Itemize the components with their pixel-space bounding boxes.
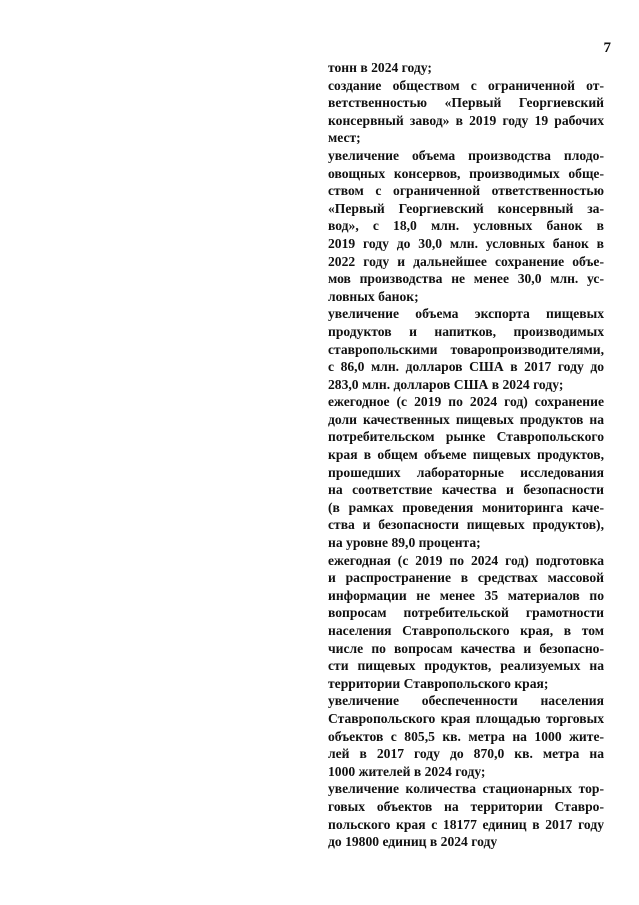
text-line: консервный завод» в 2019 году 19 рабочих [328, 112, 604, 128]
text-line: 1000 жителей в 2024 году; [328, 763, 486, 779]
text-line: ловных банок; [328, 288, 419, 304]
text-line: прошедших лабораторные исследования [328, 464, 604, 480]
text-line: польского края с 18177 единиц в 2017 году [328, 816, 604, 832]
text-line: говых объектов на территории Ставро- [328, 798, 604, 814]
text-line: на уровне 89,0 процента; [328, 535, 481, 551]
text-line: 283,0 млн. долларов США в 2024 году; [328, 376, 564, 392]
text-line: территории Ставропольского края; [328, 675, 549, 691]
text-line: продуктов и напитков, производимых [328, 323, 604, 339]
text-line: числе по вопросам качества и безопасно- [328, 640, 604, 656]
text-line: и распространение в средствах массовой [328, 570, 604, 586]
text-line: Ставропольского края площадью торговых [328, 710, 604, 726]
text-line: ежегодная (с 2019 по 2024 год) подготовка [328, 552, 604, 568]
text-line: (в рамках проведения мониторинга каче- [328, 499, 604, 515]
text-line: лей в 2017 году до 870,0 кв. метра на [328, 746, 604, 762]
text-line: мов производства не менее 30,0 млн. ус- [328, 271, 604, 287]
text-line: увеличение количества стационарных тор- [328, 781, 604, 797]
text-line: населения Ставропольского края, в том [328, 623, 604, 638]
document-text-column [328, 59, 604, 851]
text-line: 2022 году и дальнейшее сохранение объе- [328, 253, 604, 269]
text-line: объектов с 805,5 кв. метра на 1000 жите- [328, 728, 604, 744]
text-line: увеличение объема производства плодо- [328, 147, 604, 163]
text-line: потребительском рынке Ставропольского [328, 429, 604, 445]
text-line: 2019 году до 30,0 млн. условных банок в [328, 235, 604, 251]
text-line: вод», с 18,0 млн. условных банок в [328, 218, 604, 234]
text-line: ства и безопасности пищевых продуктов), [328, 517, 604, 533]
text-line: края в общем объеме пищевых продуктов, [328, 447, 604, 463]
text-line: тонн в 2024 году; [328, 60, 432, 75]
text-line: ставропольскими товаропроизводителями, [328, 341, 604, 357]
text-line: информации не менее 35 материалов по [328, 587, 604, 603]
text-line: «Первый Георгиевский консервный за- [328, 200, 604, 216]
text-line: ежегодное (с 2019 по 2024 год) сохранение [328, 394, 604, 410]
text-line: доли качественных пищевых продуктов на [328, 411, 604, 427]
page-number: 7 [603, 40, 611, 56]
text-line: сти пищевых продуктов, реализуемых на [328, 658, 604, 674]
text-line: мест; [328, 130, 361, 146]
text-line: вопросам потребительской грамотности [328, 605, 604, 621]
text-line: с 86,0 млн. долларов США в 2017 году до [328, 359, 604, 375]
text-line: увеличение объема экспорта пищевых [328, 306, 604, 322]
text-line: увеличение обеспеченности населения [328, 693, 604, 709]
text-line: ством с ограниченной ответственностью [328, 183, 604, 199]
text-line: ветственностью «Первый Георгиевский [328, 95, 604, 111]
text-line: до 19800 единиц в 2024 году [328, 834, 498, 850]
text-line: овощных консервов, производимых обще- [328, 165, 604, 181]
text-line: создание обществом с ограниченной от- [328, 77, 604, 93]
text-line: на соответствие качества и безопасности [328, 482, 604, 498]
